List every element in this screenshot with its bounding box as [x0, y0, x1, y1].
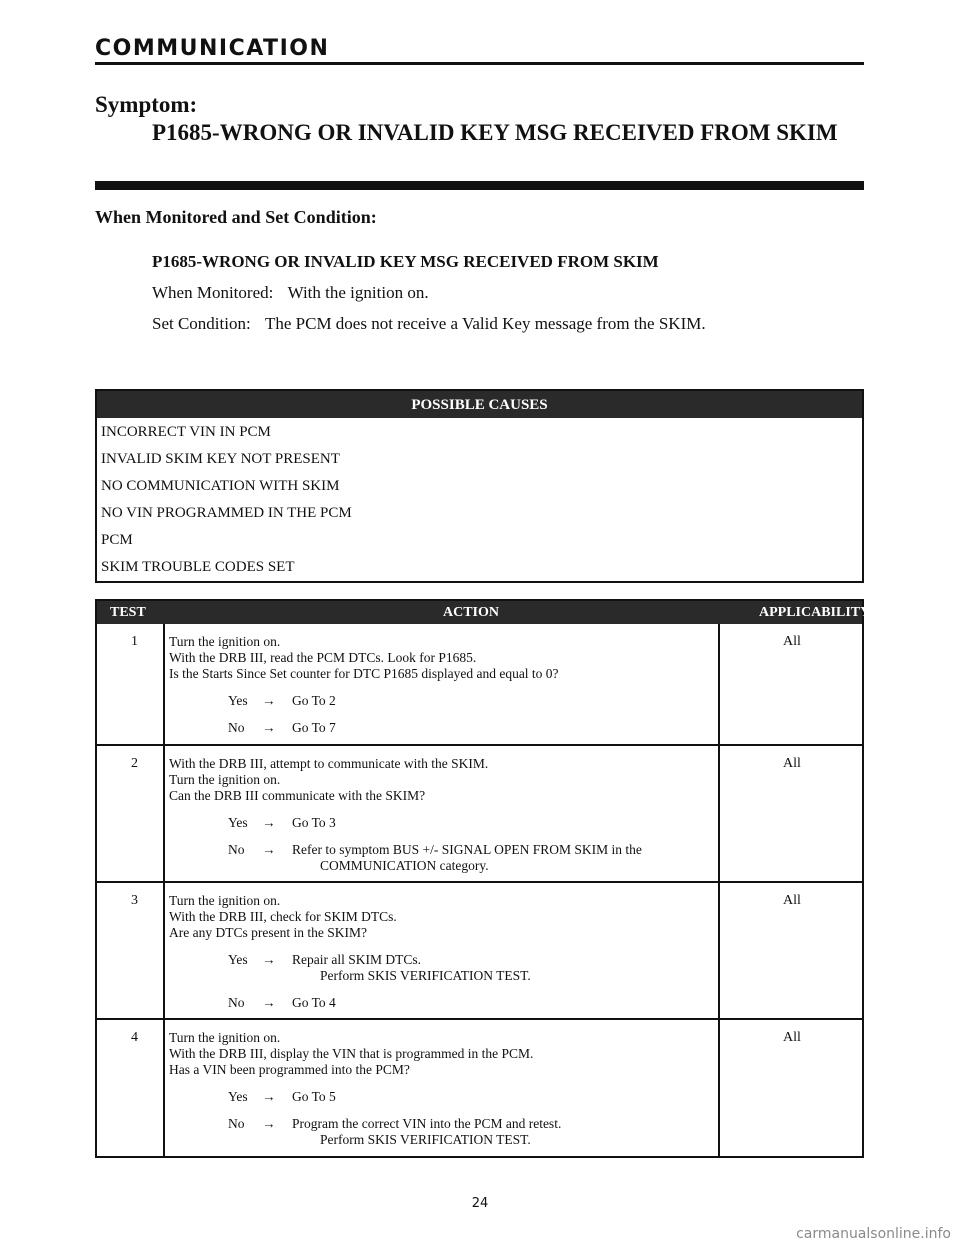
possible-causes-header: POSSIBLE CAUSES	[97, 391, 862, 418]
action-line: Turn the ignition on.	[169, 634, 281, 649]
action-line: With the DRB III, read the PCM DTCs. Look for P1685.	[169, 650, 477, 665]
answer-result: Go To 7	[292, 720, 336, 735]
monitored-code: P1685-WRONG OR INVALID KEY MSG RECEIVED FROM SKIM	[152, 252, 659, 271]
divider-bar	[95, 181, 864, 190]
cause-item: NO VIN PROGRAMMED IN THE PCM	[101, 505, 352, 521]
arrow-icon: →	[262, 1116, 276, 1131]
set-condition-line	[152, 314, 706, 334]
applicability: All	[783, 1030, 801, 1045]
test-row	[97, 1018, 862, 1158]
answer-label: Yes	[228, 1089, 248, 1104]
answer-result: Go To 2	[292, 693, 336, 708]
test-table-header	[97, 601, 871, 624]
monitored-heading: When Monitored and Set Condition:	[95, 207, 377, 227]
action-line: Turn the ignition on.	[169, 772, 281, 787]
cause-item: NO COMMUNICATION WITH SKIM	[101, 478, 340, 494]
when-monitored-line	[152, 283, 429, 303]
answer-result: COMMUNICATION category.	[320, 858, 489, 873]
answer-label: Yes	[228, 693, 248, 708]
test-row	[97, 881, 862, 1020]
answer-result: Go To 5	[292, 1089, 336, 1104]
set-condition-value: The PCM does not receive a Valid Key message from the SKIM.	[264, 314, 706, 333]
answer-label: Yes	[228, 952, 248, 967]
action-line: Can the DRB III communicate with the SKIM?	[169, 788, 426, 803]
answer-result: Repair all SKIM DTCs.	[292, 952, 421, 967]
answer-result: Program the correct VIN into the PCM and retest.	[292, 1116, 562, 1131]
cause-item: INVALID SKIM KEY NOT PRESENT	[101, 451, 340, 467]
test-number: 4	[131, 1030, 138, 1045]
answer-label: No	[228, 842, 245, 857]
action-line: With the DRB III, check for SKIM DTCs.	[169, 909, 397, 924]
arrow-icon: →	[262, 995, 276, 1010]
answer-result: Perform SKIS VERIFICATION TEST.	[320, 968, 531, 983]
action-line: Turn the ignition on.	[169, 893, 281, 908]
answer-result: Perform SKIS VERIFICATION TEST.	[320, 1132, 531, 1147]
answer-label: No	[228, 1116, 245, 1131]
watermark: carmanualsonline.info	[796, 1226, 951, 1242]
action-line: Turn the ignition on.	[169, 1030, 281, 1045]
when-monitored-value: With the ignition on.	[287, 283, 429, 302]
answer-label: No	[228, 995, 245, 1010]
cause-item: SKIM TROUBLE CODES SET	[101, 559, 295, 575]
answer-label: No	[228, 720, 245, 735]
cause-item: INCORRECT VIN IN PCM	[101, 424, 271, 440]
test-row	[97, 744, 862, 883]
arrow-icon: →	[262, 1089, 276, 1104]
test-number: 2	[131, 756, 138, 771]
test-number: 1	[131, 634, 138, 649]
possible-causes-table	[95, 389, 864, 583]
action-line: With the DRB III, attempt to communicate with the SKIM.	[169, 756, 489, 771]
set-condition-label: Set Condition:	[152, 314, 251, 333]
symptom-code: P1685-WRONG OR INVALID KEY MSG RECEIVED FROM SKIM	[152, 120, 838, 145]
action-line: Are any DTCs present in the SKIM?	[169, 925, 367, 940]
arrow-icon: →	[262, 720, 276, 735]
applicability: All	[783, 634, 801, 649]
answer-result: Refer to symptom BUS +/- SIGNAL OPEN FROM SKIM in the	[292, 842, 642, 857]
arrow-icon: →	[262, 842, 276, 857]
answer-result: Go To 4	[292, 995, 336, 1010]
section-title: COMMUNICATION	[95, 36, 330, 61]
answer-label: Yes	[228, 815, 248, 830]
action-line: Is the Starts Since Set counter for DTC P1685 displayed and equal to 0?	[169, 666, 559, 681]
action-line: With the DRB III, display the VIN that is programmed in the PCM.	[169, 1046, 534, 1061]
arrow-icon: →	[262, 952, 276, 967]
when-monitored-label: When Monitored:	[152, 283, 274, 302]
header-action: ACTION	[443, 605, 500, 620]
cause-item: PCM	[101, 532, 133, 548]
applicability: All	[783, 893, 801, 908]
arrow-icon: →	[262, 693, 276, 708]
arrow-icon: →	[262, 815, 276, 830]
page-number: 24	[471, 1196, 489, 1211]
header-applicability: APPLICABILITY	[759, 605, 871, 620]
symptom-label: Symptom:	[95, 92, 198, 117]
header-test: TEST	[110, 605, 146, 620]
action-line: Has a VIN been programmed into the PCM?	[169, 1062, 410, 1077]
section-rule	[95, 62, 864, 65]
test-row	[97, 624, 862, 744]
applicability: All	[783, 756, 801, 771]
test-table	[95, 599, 871, 1158]
answer-result: Go To 3	[292, 815, 336, 830]
test-number: 3	[131, 893, 138, 908]
